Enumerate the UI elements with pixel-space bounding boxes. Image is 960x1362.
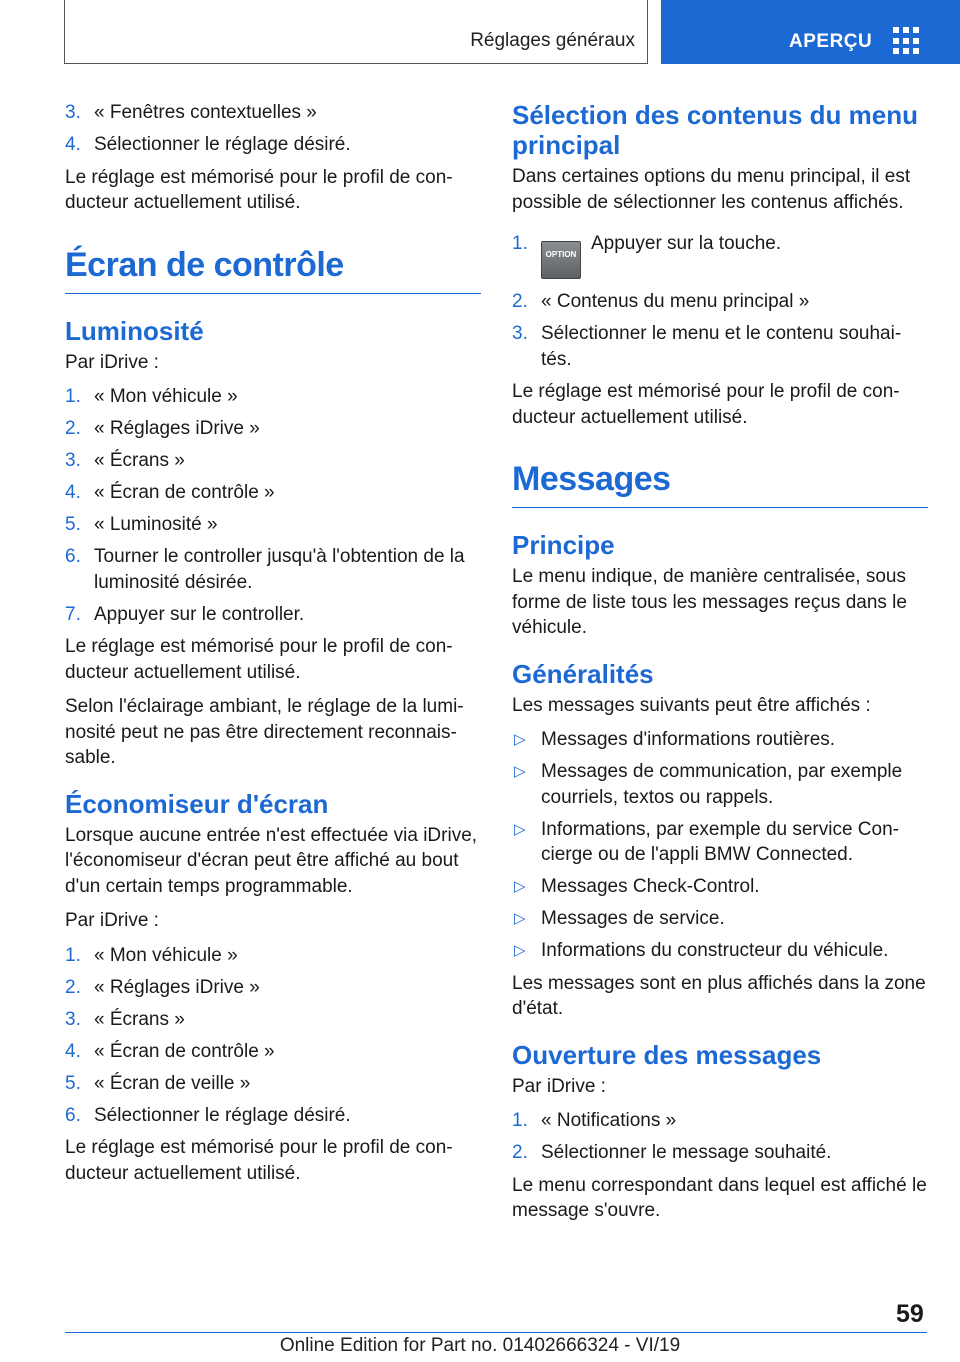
triangle-bullet-icon: ▷ bbox=[514, 942, 526, 959]
list-item: 4. Sélectionner le réglage désiré. bbox=[65, 134, 351, 155]
heading-ecran-de-controle: Écran de contrôle bbox=[65, 246, 481, 294]
selection-steps bbox=[512, 231, 928, 372]
heading-ouverture: Ouverture des messages bbox=[512, 1039, 822, 1070]
list-item: ▷ Messages d'informations routières. bbox=[512, 727, 928, 753]
list-item: 1. « Notifications » bbox=[512, 1110, 677, 1131]
list-item: ▷ Informations du constructeur du véhicule. bbox=[512, 938, 928, 964]
list-item: 2. « Réglages iDrive » bbox=[65, 418, 260, 439]
selection-note: Le réglage est mémorisé pour le profil de con‐ducteur actuellement utilisé. bbox=[512, 381, 900, 428]
triangle-bullet-icon: ▷ bbox=[514, 763, 526, 780]
intro-steps bbox=[65, 100, 481, 158]
heading-principe: Principe bbox=[512, 530, 615, 560]
footer-edition: Online Edition for Part no. 01402666324 - VI/19 bbox=[279, 1335, 681, 1356]
list-item: 5. « Écran de veille » bbox=[65, 1072, 251, 1094]
list-item: 2. « Réglages iDrive » bbox=[65, 976, 260, 998]
section-title: Réglages généraux bbox=[470, 30, 635, 51]
triangle-bullet-icon: ▷ bbox=[514, 878, 526, 895]
list-item: 6. Sélectionner le réglage désiré. bbox=[65, 1104, 351, 1126]
list-item: 7. Appuyer sur le controller. bbox=[65, 603, 305, 625]
overview-tab[interactable] bbox=[661, 0, 960, 64]
triangle-bullet-icon: ▷ bbox=[514, 910, 526, 927]
ouverture-note: Le menu correspondant dans lequel est affiché le message s'ouvre. bbox=[512, 1174, 927, 1221]
list-item: 3. « Écrans » bbox=[65, 1008, 185, 1030]
generalites-lead: Les messages suivants peut être affichés : bbox=[512, 694, 871, 716]
list-item: 4. « Écran de contrôle » bbox=[65, 1040, 275, 1062]
selection-desc: Dans certaines options du menu principal, il est possible de sélectionner les contenus affichés. bbox=[512, 166, 911, 213]
header-section-box bbox=[64, 0, 648, 64]
grid-icon bbox=[893, 27, 921, 55]
footer-divider bbox=[65, 1332, 927, 1333]
list-item: 1. OPTIONAppuyer sur la touche. bbox=[512, 231, 928, 279]
right-column bbox=[512, 100, 928, 1233]
list-item: 3. « Fenêtres contextuelles » bbox=[65, 102, 317, 123]
triangle-bullet-icon: ▷ bbox=[514, 731, 526, 748]
page-number: 59 bbox=[896, 1300, 924, 1328]
heading-messages: Messages bbox=[512, 460, 928, 508]
left-column bbox=[65, 100, 481, 1195]
heading-luminosite: Luminosité bbox=[65, 315, 204, 346]
economiseur-steps bbox=[65, 943, 481, 1129]
ouverture-steps bbox=[512, 1108, 928, 1166]
triangle-bullet-icon: ▷ bbox=[514, 820, 526, 838]
economiseur-desc: Lorsque aucune entrée n'est effectuée via iDrive, l'économiseur d'écran peut être affiché au bout d'un certain temps programmable. bbox=[65, 824, 478, 897]
heading-selection-contenus: Sélection des contenus du menu principal bbox=[512, 100, 918, 160]
intro-note: Le réglage est mémorisé pour le profil de con‐ducteur actuellement utilisé. bbox=[65, 166, 453, 213]
economiseur-note: Le réglage est mémorisé pour le profil de con‐ducteur actuellement utilisé. bbox=[65, 1137, 453, 1184]
luminosite-ambient-note: Selon l'éclairage ambiant, le réglage de la lumi‐nosité peut ne pas être directement reconnais‐sable. bbox=[65, 696, 464, 768]
option-key-icon: OPTION bbox=[541, 241, 581, 279]
luminosite-note: Le réglage est mémorisé pour le profil de con‐ducteur actuellement utilisé. bbox=[65, 636, 453, 683]
generalites-note: Les messages sont en plus affichés dans la zone d'état. bbox=[512, 972, 926, 1019]
list-item: 4. « Écran de contrôle » bbox=[65, 482, 275, 503]
list-item: ▷ Messages de service. bbox=[512, 906, 928, 932]
list-item: 2. Sélectionner le message souhaité. bbox=[512, 1142, 832, 1163]
heading-generalites: Généralités bbox=[512, 658, 654, 689]
list-item: ▷ Messages Check-Control. bbox=[512, 874, 928, 900]
list-item: 6. Tourner le controller jusqu'à l'obtention de la luminosité désirée. bbox=[65, 546, 465, 593]
list-item: 1. « Mon véhicule » bbox=[65, 386, 238, 407]
list-item: 2. « Contenus du menu principal » bbox=[512, 291, 810, 312]
list-item: 3. Sélectionner le menu et le contenu souhai‐tés. bbox=[512, 323, 902, 370]
luminosite-lead: Par iDrive : bbox=[65, 351, 159, 373]
message-types-list bbox=[512, 727, 928, 964]
economiseur-lead: Par iDrive : bbox=[65, 910, 159, 931]
list-item: ▷ Informations, par exemple du service Con‐cierge ou de l'appli BMW Connected. bbox=[514, 818, 899, 865]
list-item: ▷ Messages de communication, par exemple courriels, textos ou rappels. bbox=[514, 761, 903, 808]
heading-economiseur: Économiseur d'écran bbox=[65, 788, 329, 819]
luminosite-steps bbox=[65, 384, 481, 627]
overview-label: APERÇU bbox=[789, 31, 873, 52]
principe-desc: Le menu indique, de manière centralisée, sous forme de liste tous les messages reçus dans le véhicule. bbox=[512, 566, 907, 638]
list-item: 5. « Luminosité » bbox=[65, 514, 218, 535]
list-item: 1. « Mon véhicule » bbox=[65, 944, 238, 966]
ouverture-lead: Par iDrive : bbox=[512, 1075, 606, 1097]
list-item: 3. « Écrans » bbox=[65, 450, 185, 471]
